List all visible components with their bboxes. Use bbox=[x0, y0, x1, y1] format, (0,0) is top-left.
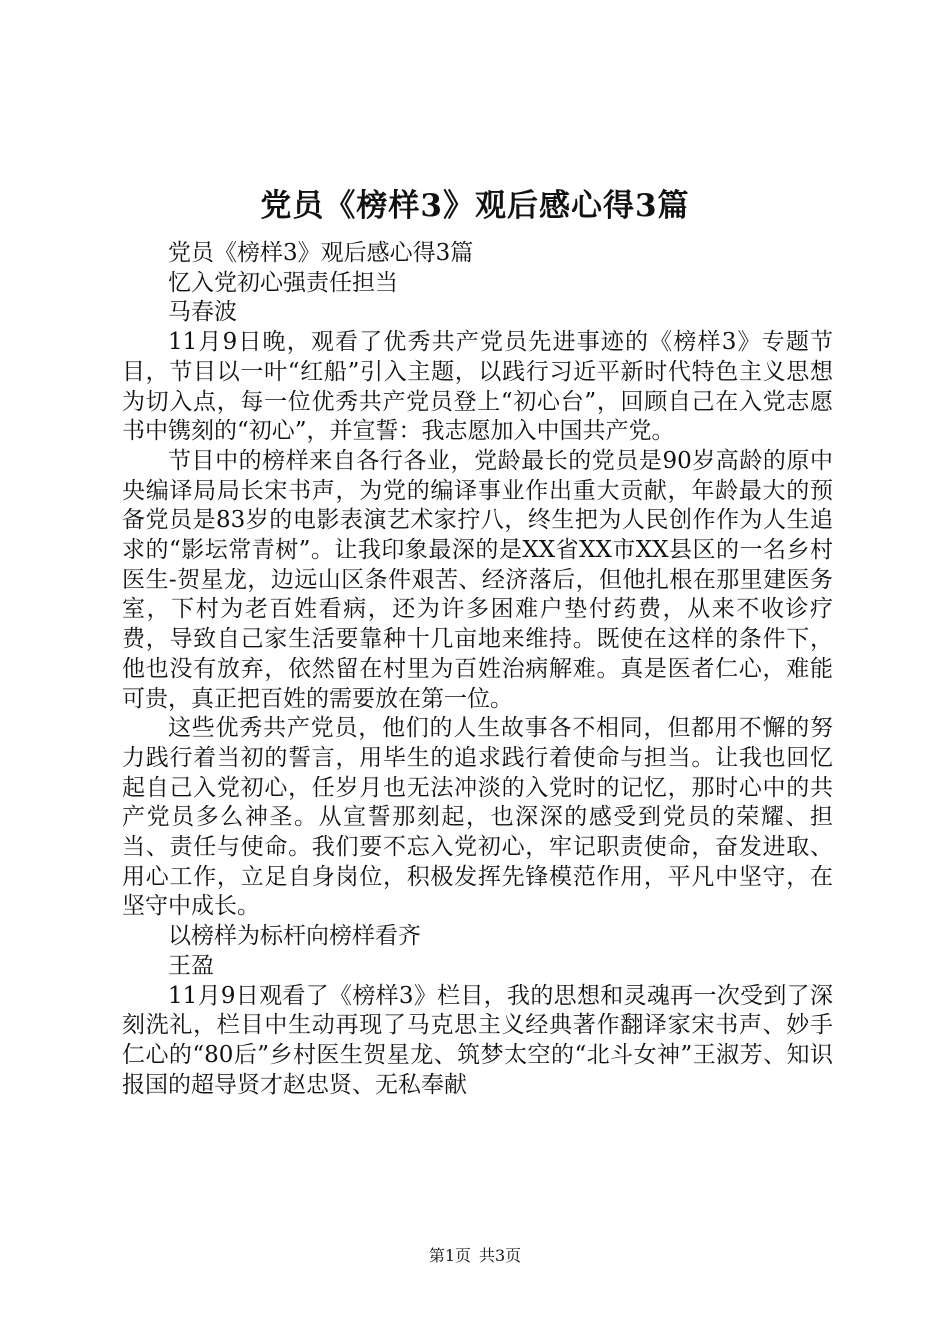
page-footer bbox=[0, 1246, 950, 1266]
body-paragraph: 这些优秀共产党员，他们的人生故事各不相同，但都用不懈的努力践行着当初的誓言，用毕生的追求践行着使命与担当。让我也回忆起自己入党初心，任岁月也无法冲淡的入党时的记忆，那时心中的共产党员多么神圣。从宣誓那刻起，也深深的感受到党员的荣耀、担当、责任与使命。我们要不忘入党初心，牢记职责使命，奋发进取、用心工作，立足自身岗位，积极发挥先锋模范作用，平凡中坚守，在坚守中成长。 bbox=[122, 715, 833, 920]
body-paragraph: 节目中的榜样来自各行各业，党龄最长的党员是90岁高龄的原中央编译局局长宋书声，为党的编译事业作出重大贡献，年龄最大的预备党员是83岁的电影表演艺术家拧八，终生把为人民创作作为人生追求的“影坛常青树”。让我印象最深的是XX省XX市XX县区的一名乡村医生-贺星龙，边远山区条件艰苦、经济落后，但他扎根在那里建医务室，下村为老百姓看病，还为许多困难户垫付药费，从来不收诊疗费，导致自己家生活要靠种十几亩地来维持。既使在这样的条件下，他也没有放弃，依然留在村里为百姓治病解难。真是医者仁心，难能可贵，真正把百姓的需要放在第一位。 bbox=[122, 447, 833, 712]
author-name: 王盈 bbox=[168, 952, 214, 979]
body-paragraph: 11月9日晚，观看了优秀共产党员先进事迹的《榜样3》专题节目，节目以一叶“红船”引入主题，以践行习近平新时代特色主义思想为切入点，每一位优秀共产党员登上“初心台”，回顾自己在入党志愿书中镌刻的“初心”，并宣誓：我志愿加入中国共产党。 bbox=[122, 329, 833, 445]
section-heading: 忆入党初心强责任担当 bbox=[168, 269, 398, 296]
page-number: 第1页 bbox=[428, 1246, 471, 1265]
section-heading: 以榜样为标杆向榜样看齐 bbox=[168, 923, 421, 950]
document-title: 党员《榜样3》观后感心得3篇 bbox=[260, 188, 690, 224]
subtitle-line: 党员《榜样3》观后感心得3篇 bbox=[168, 240, 474, 266]
page-total: 共3页 bbox=[479, 1246, 522, 1265]
body-paragraph: 11月9日观看了《榜样3》栏目，我的思想和灵魂再一次受到了深刻洗礼，栏目中生动再现了马克思主义经典著作翻译家宋书声、妙手仁心的“80后”乡村医生贺星龙、筑梦太空的“北斗女神”王淑芳、知识报国的超导贤才赵忠贤、无私奉献 bbox=[122, 982, 833, 1098]
document-body bbox=[122, 239, 833, 1100]
author-name: 马春波 bbox=[168, 299, 237, 326]
